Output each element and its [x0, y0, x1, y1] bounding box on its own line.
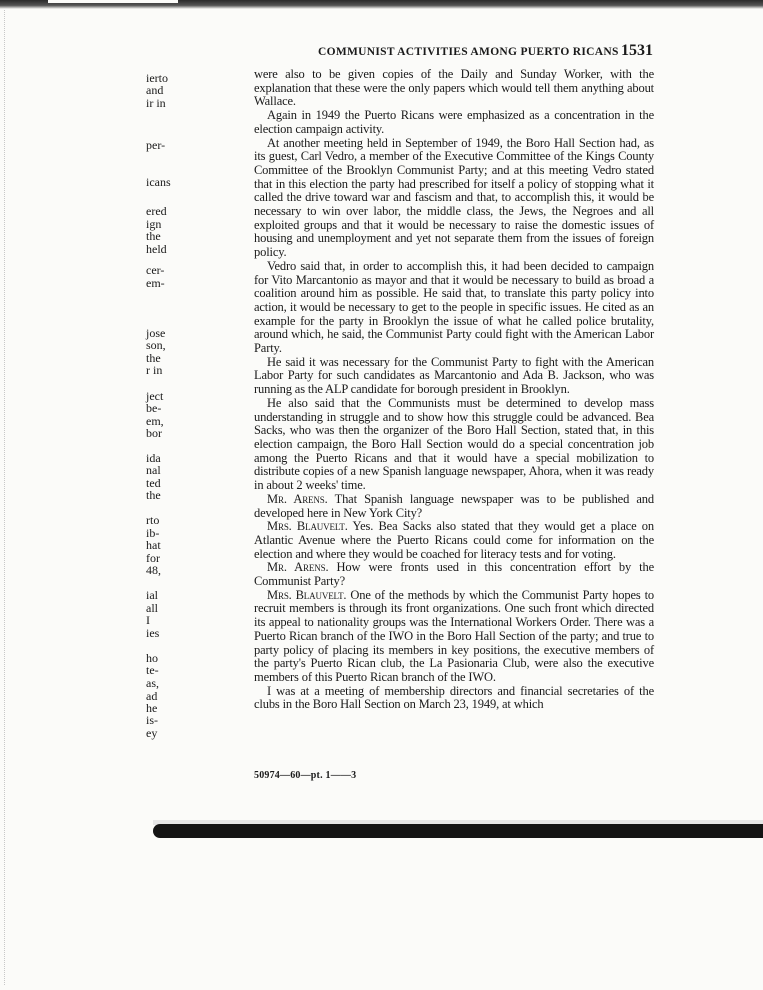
bleed-fragment: 48,: [146, 563, 161, 577]
bleed-fragment: son,: [146, 338, 166, 352]
paragraph-text: That Spanish language newspaper was to be published and developed here in New York City?: [254, 491, 654, 520]
bleed-fragment: bor: [146, 426, 162, 440]
paragraph: [254, 397, 654, 493]
paragraph-text: At another meeting held in September of 1949, the Boro Hall Section had, as its guest, Carl Vedro, a member of the Executive Committee of the Kings County Committee of the Brooklyn Communist Party; and at this meeting Vedro stated that in this election the party had prescribed for itself a policy of stopping what it called the drive toward war and fascism and that, to accomplish this, it would be necessary to win over labor, the middle class, the Jews, the Negroes and all exploited groups and that it would be necessary to raise the domestic issues of housing and unemployment and yet not separate them from the issues of foreign policy.: [254, 135, 654, 260]
bleed-fragment: be-: [146, 401, 162, 415]
paragraph-text: Again in 1949 the Puerto Ricans were emphasized as a concentration in the election campaign activity.: [254, 108, 654, 136]
bleed-fragment: nal: [146, 463, 161, 477]
bleed-fragment: for: [146, 551, 160, 565]
bleed-fragment: I: [146, 613, 150, 627]
bleed-fragment: em,: [146, 414, 164, 428]
bleed-fragment: as,: [146, 676, 159, 690]
bleed-fragment: the: [146, 488, 161, 502]
body-text: [254, 68, 654, 758]
bleed-fragment: hat: [146, 538, 161, 552]
paragraph: [254, 356, 654, 397]
paragraph-text: How were fronts used in this concentration effort by the Communist Party?: [254, 560, 654, 589]
bleed-fragment: the: [146, 351, 161, 365]
paragraph: [254, 561, 654, 588]
printer-code: 50974—60—pt. 1——3: [254, 770, 357, 781]
page-number: 1531: [621, 42, 653, 59]
top-edge-gap: [48, 0, 178, 3]
bleed-fragment: ial: [146, 588, 158, 602]
speaker-name: Mrs. Blauvelt.: [267, 519, 348, 534]
paragraph: [254, 685, 654, 712]
page-header: [318, 42, 653, 62]
bleed-fragment: held: [146, 242, 167, 256]
bleed-fragment: is-: [146, 713, 158, 727]
paragraph: [254, 260, 654, 356]
bleed-fragment: per-: [146, 138, 166, 152]
bleed-fragment: ho: [146, 651, 158, 665]
running-title: COMMUNIST ACTIVITIES AMONG PUERTO RICANS: [318, 46, 619, 58]
paragraph: [254, 493, 654, 520]
left-scan-edge: [4, 10, 6, 985]
paragraph-text: Vedro said that, in order to accomplish this, it had been decided to campaign for Vito Marcantonio as mayor and that it would be necessary to build as broad a coalition around him as possible. He said that, to translate this party policy into action, it would be necessary to get to the people in specific issues. He cited as an example for the party in Brooklyn the issue of what he called police brutality, around which, he said, the Communist Party could fight with the American Labor Party.: [254, 258, 654, 356]
bleed-fragment: ered: [146, 204, 167, 218]
paragraph: [254, 68, 654, 109]
bleed-fragment: jose: [146, 326, 166, 340]
paragraph: [254, 109, 654, 136]
bleed-fragment: cer-: [146, 263, 165, 277]
paragraph-text: He also said that the Communists must be determined to develop mass understanding in struggle and to show how this struggle could be advanced. Bea Sacks, who was then the organizer of the Boro Hall Section, stated that, in this election campaign, the Boro Hall Section would do a special concentration job among the Puerto Ricans and that it would have a special mobilization to distribute copies of a new Spanish language newspaper, Ahora, when it was ready in about 2 weeks' time.: [254, 395, 654, 493]
facing-page-bleed-through: [146, 68, 176, 768]
bleed-fragment: icans: [146, 175, 171, 189]
bleed-fragment: he: [146, 701, 158, 715]
bleed-fragment: ject: [146, 389, 164, 403]
bleed-fragment: r in: [146, 363, 163, 377]
bleed-fragment: em-: [146, 276, 165, 290]
paragraph-text: were also to be given copies of the Daily and Sunday Worker, with the explanation that these were the only papers which would tell them anything about Wallace.: [254, 67, 654, 109]
bleed-fragment: te-: [146, 663, 159, 677]
bleed-fragment: ey: [146, 726, 158, 740]
bleed-fragment: ign: [146, 217, 162, 231]
paragraph: [254, 137, 654, 260]
paragraph: [254, 520, 654, 561]
bottom-scan-bar: [153, 824, 763, 838]
bleed-fragment: ted: [146, 476, 161, 490]
bleed-fragment: all: [146, 601, 158, 615]
speaker-name: Mr. Arens.: [267, 491, 328, 506]
bleed-fragment: ida: [146, 451, 161, 465]
speaker-name: Mr. Arens.: [267, 560, 329, 575]
bleed-fragment: ad: [146, 689, 158, 703]
bleed-fragment: ies: [146, 626, 160, 640]
paragraph-text: He said it was necessary for the Communist Party to fight with the American Labor Party for such candidates as Marcantonio and Ada B. Jackson, who was running as the ALP candidate for borough president in Brooklyn.: [254, 354, 654, 397]
bleed-fragment: the: [146, 229, 161, 243]
paragraph: [254, 589, 654, 685]
paragraph-text: Yes. Bea Sacks also stated that they would get a place on Atlantic Avenue where the Puerto Ricans could come for information on the election and where they would be coached for literacy tests and for voting.: [254, 519, 654, 561]
paragraph-text: One of the methods by which the Communist Party hopes to recruit members is through its front organizations. One such front which directed its appeal to nationality groups was the International Workers Order. There was a Puerto Rican branch of the IWO in the Boro Hall Section of the party; and true to party policy of placing its members in key positions, the executive members of the party's Puerto Rican club, the La Pasionaria Club, were also the executive members of this Puerto Rican branch of the IWO.: [254, 587, 655, 684]
bleed-fragment: ierto: [146, 71, 168, 85]
bleed-fragment: and: [146, 83, 164, 97]
paragraph-text: I was at a meeting of membership directors and financial secretaries of the clubs in the Boro Hall Section on March 23, 1949, at which: [254, 683, 654, 712]
bleed-fragment: ib-: [146, 526, 160, 540]
speaker-name: Mrs. Blauvelt.: [267, 587, 347, 602]
bleed-fragment: rto: [146, 513, 160, 527]
bleed-fragment: ir in: [146, 96, 166, 110]
